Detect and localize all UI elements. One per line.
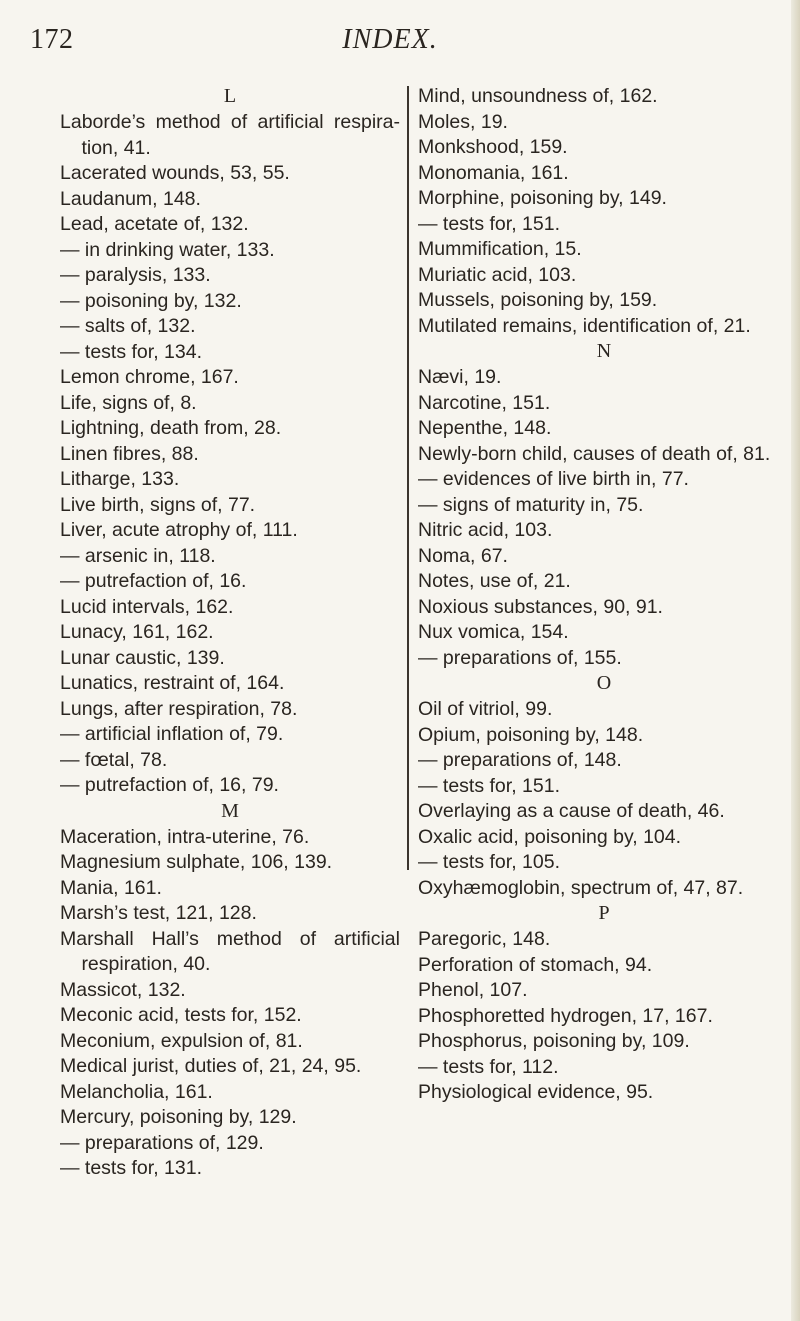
index-column-right — [418, 84, 790, 1106]
index-entry: — salts of, 132. — [60, 315, 196, 337]
index-entry: Laborde’s method of artificial respira-tion, 41. — [60, 111, 400, 159]
index-entry: — tests for, 112. — [418, 1055, 559, 1078]
index-entry: — preparations of, 148. — [418, 749, 622, 771]
index-entry: Live birth, signs of, 77. — [60, 493, 256, 516]
index-entry: Meconic acid, tests for, 152. — [60, 1004, 302, 1026]
index-entry: Muriatic acid, 103. — [418, 263, 577, 286]
index-entry: Melancholia, 161. — [60, 1080, 213, 1103]
index-entry: Physiological evidence, 95. — [418, 1081, 654, 1103]
index-entry: Phosphorus, poisoning by, 109. — [418, 1030, 690, 1052]
index-entry: Narcotine, 151. — [418, 391, 551, 414]
index-entry: Medical jurist, duties of, 21, 24, 95. — [60, 1055, 362, 1077]
index-entry: — in drinking water, 133. — [60, 238, 275, 261]
index-entry: Mummification, 15. — [418, 238, 582, 260]
index-entry: — tests for, 131. — [60, 1157, 202, 1179]
index-entry: Marsh’s test, 121, 128. — [60, 902, 257, 924]
index-entry: Marshall Hall’s method of artificial respiration, 40. — [60, 927, 400, 975]
index-entry: Noma, 67. — [418, 544, 508, 567]
section-letter: O — [596, 672, 612, 694]
index-entry: Noxious substances, 90, 91. — [418, 595, 663, 618]
index-entry: — evidences of live birth in, 77. — [418, 468, 689, 490]
index-entry: Laudanum, 148. — [60, 187, 201, 210]
index-entry: Morphine, poisoning by, 149. — [418, 187, 667, 209]
page-header — [30, 24, 750, 60]
index-entry: Opium, poisoning by, 148. — [418, 723, 644, 746]
section-letter: P — [598, 902, 610, 924]
index-entry: Oil of vitriol, 99. — [418, 698, 553, 720]
section-letter: L — [223, 85, 237, 107]
running-title: INDEX. — [342, 24, 438, 55]
index-entry: — tests for, 151. — [418, 774, 560, 797]
index-entry: Perforation of stomach, 94. — [418, 953, 653, 976]
page-number: 172 — [30, 24, 74, 55]
index-entry: Phenol, 107. — [418, 979, 528, 1001]
index-entry: Litharge, 133. — [60, 468, 180, 490]
index-entry: Monkshood, 159. — [418, 136, 568, 158]
index-entry: Newly-born child, causes of death of, 81. — [418, 442, 771, 465]
index-entry: Oxyhæmoglobin, spectrum of, 47, 87. — [418, 876, 744, 899]
index-entry: — arsenic in, 118. — [60, 544, 216, 567]
column-divider — [407, 86, 409, 870]
index-entry: Notes, use of, 21. — [418, 570, 571, 592]
index-entry: Massicot, 132. — [60, 978, 186, 1001]
index-entry: Lightning, death from, 28. — [60, 417, 282, 439]
index-entry: Mutilated remains, identification of, 21. — [418, 314, 751, 337]
index-entry: Nævi, 19. — [418, 366, 502, 388]
index-entry: — tests for, 151. — [418, 212, 560, 235]
index-entry: — fœtal, 78. — [60, 748, 168, 771]
index-entry: Magnesium sulphate, 106, 139. — [60, 851, 333, 873]
index-entry: — tests for, 105. — [418, 851, 560, 873]
index-entry: Lunacy, 161, 162. — [60, 621, 214, 643]
index-entry: Lungs, after respiration, 78. — [60, 697, 298, 720]
index-entry: Overlaying as a cause of death, 46. — [418, 800, 725, 822]
index-entry: Linen fibres, 88. — [60, 442, 199, 465]
index-entry: Nux vomica, 154. — [418, 621, 569, 643]
index-entry: Meconium, expulsion of, 81. — [60, 1029, 303, 1052]
index-entry: Phosphoretted hydrogen, 17, 167. — [418, 1004, 713, 1027]
page-edge — [791, 0, 800, 1321]
index-entry: Moles, 19. — [418, 110, 508, 133]
index-entry: Nitric acid, 103. — [418, 519, 553, 541]
index-entry: — preparations of, 129. — [60, 1131, 264, 1154]
index-entry: Mania, 161. — [60, 876, 162, 899]
index-entry: Lead, acetate of, 132. — [60, 213, 249, 235]
index-entry: Lacerated wounds, 53, 55. — [60, 162, 290, 184]
index-entry: Mussels, poisoning by, 159. — [418, 289, 658, 311]
index-entry: Mercury, poisoning by, 129. — [60, 1106, 297, 1128]
index-entry: Maceration, intra-uterine, 76. — [60, 825, 310, 848]
index-entry: — putrefaction of, 16. — [60, 570, 247, 592]
index-entry: — poisoning by, 132. — [60, 289, 242, 312]
index-entry: Mind, unsoundness of, 162. — [418, 85, 658, 107]
index-entry: — preparations of, 155. — [418, 646, 622, 669]
index-entry: — putrefaction of, 16, 79. — [60, 774, 279, 796]
index-entry: Oxalic acid, poisoning by, 104. — [418, 825, 682, 848]
index-entry: Monomania, 161. — [418, 161, 569, 184]
index-entry: — artificial inflation of, 79. — [60, 723, 284, 745]
index-entry: Liver, acute atrophy of, 111. — [60, 519, 298, 541]
index-entry: Paregoric, 148. — [418, 928, 551, 950]
index-entry: — paralysis, 133. — [60, 264, 211, 286]
section-letter: M — [221, 799, 239, 822]
index-entry: Lucid intervals, 162. — [60, 595, 234, 618]
index-column-left — [60, 84, 400, 1182]
index-entry: Lunatics, restraint of, 164. — [60, 672, 285, 694]
index-entry: — signs of maturity in, 75. — [418, 493, 644, 516]
index-entry: Nepenthe, 148. — [418, 417, 552, 439]
index-entry: Life, signs of, 8. — [60, 391, 197, 414]
index-entry: Lemon chrome, 167. — [60, 366, 239, 388]
index-entry: — tests for, 134. — [60, 340, 202, 363]
section-letter: N — [596, 340, 612, 362]
index-entry: Lunar caustic, 139. — [60, 646, 225, 669]
